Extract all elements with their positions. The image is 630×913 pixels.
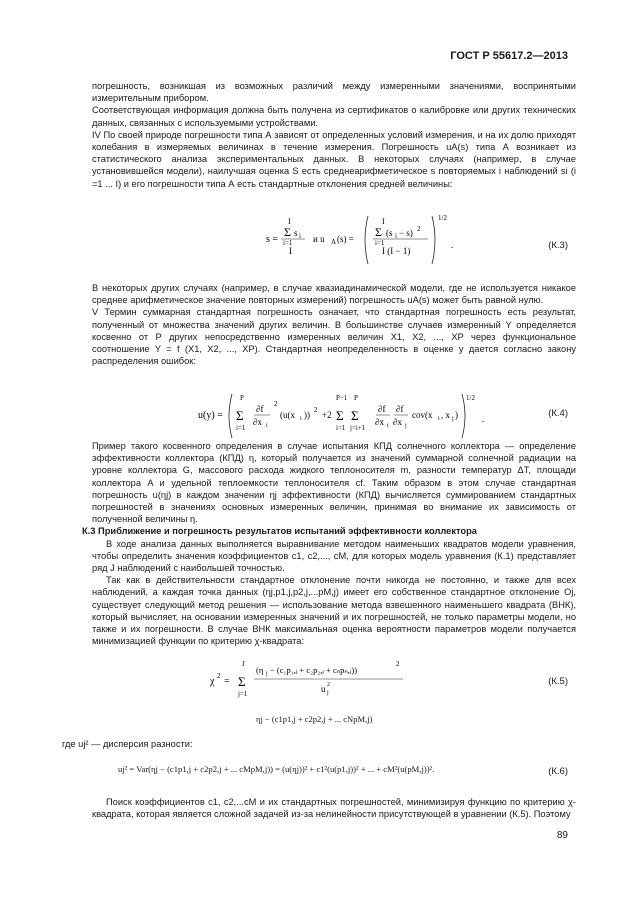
paragraph: Пример такого косвенного определения в случае испытания КПД солнечного коллектора — определение эффективности коллектора (КПД) η, который получается из значений суммарной солнечной радиации на уровне коллектора G, массового расхода жидкого теплоносителя m, разности температур ΔT, площади коллектора A и удельной теплоемкости теплоносителя cf. Таким образом в этом случае стандартная погрешность u(ηj) в каждом значении ηj эффективности (КПД) вычисляется суммированием стандартных погрешностей в значениях основных измеренных величин, принимая во внимание их зависимость от полученной величины η. [92,441,576,525]
equation-k4-graphic [196,392,496,442]
svg-text:Σ: Σ [236,408,244,423]
svg-text:Σ: Σ [336,408,344,423]
svg-text:.: . [451,240,454,250]
svg-text:i: i [395,232,397,240]
svg-text:(s) =: (s) = [337,234,354,244]
paragraph: где uj² — дисперсия разности: [62,739,193,749]
svg-text:u: u [321,684,326,694]
svg-text:Σ: Σ [351,408,359,423]
svg-text:P: P [240,394,244,402]
svg-text:J: J [242,660,245,668]
svg-text:i: i [300,416,302,422]
equation-k4-label: (К.4) [548,408,568,419]
svg-text:i=1: i=1 [236,424,246,432]
svg-text:2: 2 [217,672,221,680]
svg-text:i: i [438,416,440,422]
svg-text:j: j [327,690,329,696]
svg-text:I: I [382,217,385,226]
svg-text:Σ: Σ [238,674,246,689]
svg-text:χ: χ [210,676,215,687]
where-note [62,738,546,750]
equation-k4 [196,392,496,442]
svg-text:∂x: ∂x [253,417,262,427]
svg-text:j=1: j=1 [238,690,248,698]
svg-text:cov(x: cov(x [412,410,433,420]
equation-k5-label: (К.5) [548,676,568,687]
equation-k6: uj² = Var(ηj − (c1p1,j + c2p2,j + ... cMpM,j)) = (u(ηj))² + c1²(u(p1,j))² + ... + cM²(u(pM,j))². [118,764,435,774]
paragraph: В некоторых других случаях (например, в случае квазиадинамической модели, где не используется никакое среднее арифметическое значение повторных измерений) погрешность uA(s) может быть равной нулю. [92,283,576,306]
equation-k6-label: (К.6) [548,766,568,777]
section-heading: К.3 Приближение и погрешность результатов испытаний эффективности коллектора [82,526,477,537]
svg-text:2: 2 [417,225,421,233]
svg-text:u(y) =: u(y) = [198,410,223,421]
svg-text:s: s [294,228,298,238]
paragraph: Так как в действительности стандартное отклонение почти никогда не постоянно, и также для всех наблюдений, а каждая точка данных (ηj,p1,j,p2,j,...pM,j) имеет его собственное стандартное отклонение Oj, существует следующий метод решения — использование метода взвешенного наименьшего квадрата (ВНК), который вычисляет, на основании измеренных значений и их погрешностей, не только параметры модели, но также и их погрешности. В случае ВНК максимальная оценка вероятности параметров модели получается минимизацией функции по критерию χ-квадрата: [92,575,576,647]
svg-text:2: 2 [314,406,318,414]
svg-text:∂f: ∂f [396,404,404,414]
svg-text:(s: (s [386,228,393,238]
svg-text:.: . [482,414,485,424]
svg-text:j: j [405,423,407,429]
svg-text:∂f: ∂f [256,404,264,414]
text-block-1 [92,80,576,190]
paragraph: V Термин суммарная стандартная погрешность означает, что стандартная погрешность есть результат, полученный от множества значений других величин. В большинстве случаев измеренный Y определяется косвенно от P других непосредственно измеренных величин X1, X2, ..., XP через функциональное соотношение Y = f (X1, X2, ..., XP). Стандартная неопределенность в оценке y дается согласно закону распределения ошибок: [92,307,576,367]
svg-text:j: j [266,671,268,677]
svg-text:, x: , x [441,410,450,420]
svg-text:I (I − 1): I (I − 1) [382,246,411,256]
svg-text:i=1: i=1 [375,239,385,247]
equation-k5-sub: ηj − (c1p1,j + c2p2,j + ... cNpM,j) [256,714,373,724]
paragraph: Поиск коэффициентов c1, c2,...cM и их стандартных погрешностей, минимизируя функцию по критерию χ-квадрата, которая является сложной задачей из-за нелинейности присутствующей в уравнении (К.5). Поэтому [92,797,576,820]
svg-text:I: I [288,217,291,226]
svg-text:A: A [331,238,337,246]
paragraph: В ходе анализа данных выполняется выравнивание методом наименьших квадратов модели уравнения, чтобы определить значения коэффициентов c1, c2,..., cM, для которых модель уравнения (К.1) представляет ряд J наблюдений с наибольшей точностью. [92,538,576,574]
svg-text:∂f: ∂f [378,404,386,414]
svg-text:i: i [299,232,301,240]
equation-k3 [170,210,460,266]
svg-text:i: i [266,423,268,429]
svg-text:∂x: ∂x [375,417,384,427]
text-block-3 [82,440,576,647]
svg-text:∂x: ∂x [393,417,402,427]
svg-text:j=i+1: j=i+1 [350,424,366,432]
equation-k5-graphic [208,656,438,704]
svg-text:(η: (η [256,665,264,675]
svg-text:2: 2 [396,660,400,668]
document-header: ГОСТ Р 55617.2—2013 [450,50,568,62]
svg-text:j: j [452,416,454,422]
equation-k3-graphic [170,210,460,266]
svg-text:− s): − s) [399,228,413,238]
svg-text:2: 2 [274,400,278,408]
text-block-4 [92,796,576,820]
equation-k3-label: (К.3) [548,240,568,251]
svg-text:Σ: Σ [375,225,382,239]
svg-text:(u(x: (u(x [280,410,295,420]
svg-text:I: I [289,246,292,256]
svg-text:)): )) [304,410,310,420]
svg-text:и u: и u [313,234,325,244]
svg-text:+2: +2 [322,410,332,420]
svg-text:i=1: i=1 [336,424,346,432]
paragraph: погрешность, возникшая из возможных различий между измеренными значениями, воспринятыми измерительным прибором. [92,81,576,104]
svg-text:): ) [455,410,458,420]
svg-text:s =: s = [266,234,279,245]
svg-text:1/2: 1/2 [438,214,447,222]
svg-text:− (c₁p₁,ⱼ + c₂p₂,ⱼ + cₙpₙ,ⱼ)): − (c₁p₁,ⱼ + c₂p₂,ⱼ + cₙpₙ,ⱼ)) [270,665,358,675]
svg-text:i=1: i=1 [283,239,293,247]
svg-text:1/2: 1/2 [466,394,475,402]
paragraph: Соответствующая информация должна быть получена из сертификатов о калибровке или других технических данных, связанных с используемыми устройствами. [92,105,576,128]
svg-text:2: 2 [327,682,330,688]
equation-k5 [208,656,438,704]
paragraph: IV По своей природе погрешности типа А зависят от определенных условий измерения, и на их долю приходят колебания в измеряемых величинах в течение измерения. Погрешность uA(s) типа А возникает из статистического анализа экспериментальных данных. В некоторых случаях (например, в случае установившейся модели), наилучшая оценка S есть среднеарифметическое s повторяемых i наблюдений si (i =1 ... I) и его погрешности типа А есть стандартные отклонения средней величины: [92,129,576,189]
svg-text:=: = [224,676,230,687]
text-block-2 [92,282,576,367]
page-number: 89 [556,830,568,841]
svg-text:P: P [354,394,358,402]
svg-text:Σ: Σ [284,225,291,239]
svg-text:P−1: P−1 [336,394,348,402]
svg-text:i: i [387,423,389,429]
